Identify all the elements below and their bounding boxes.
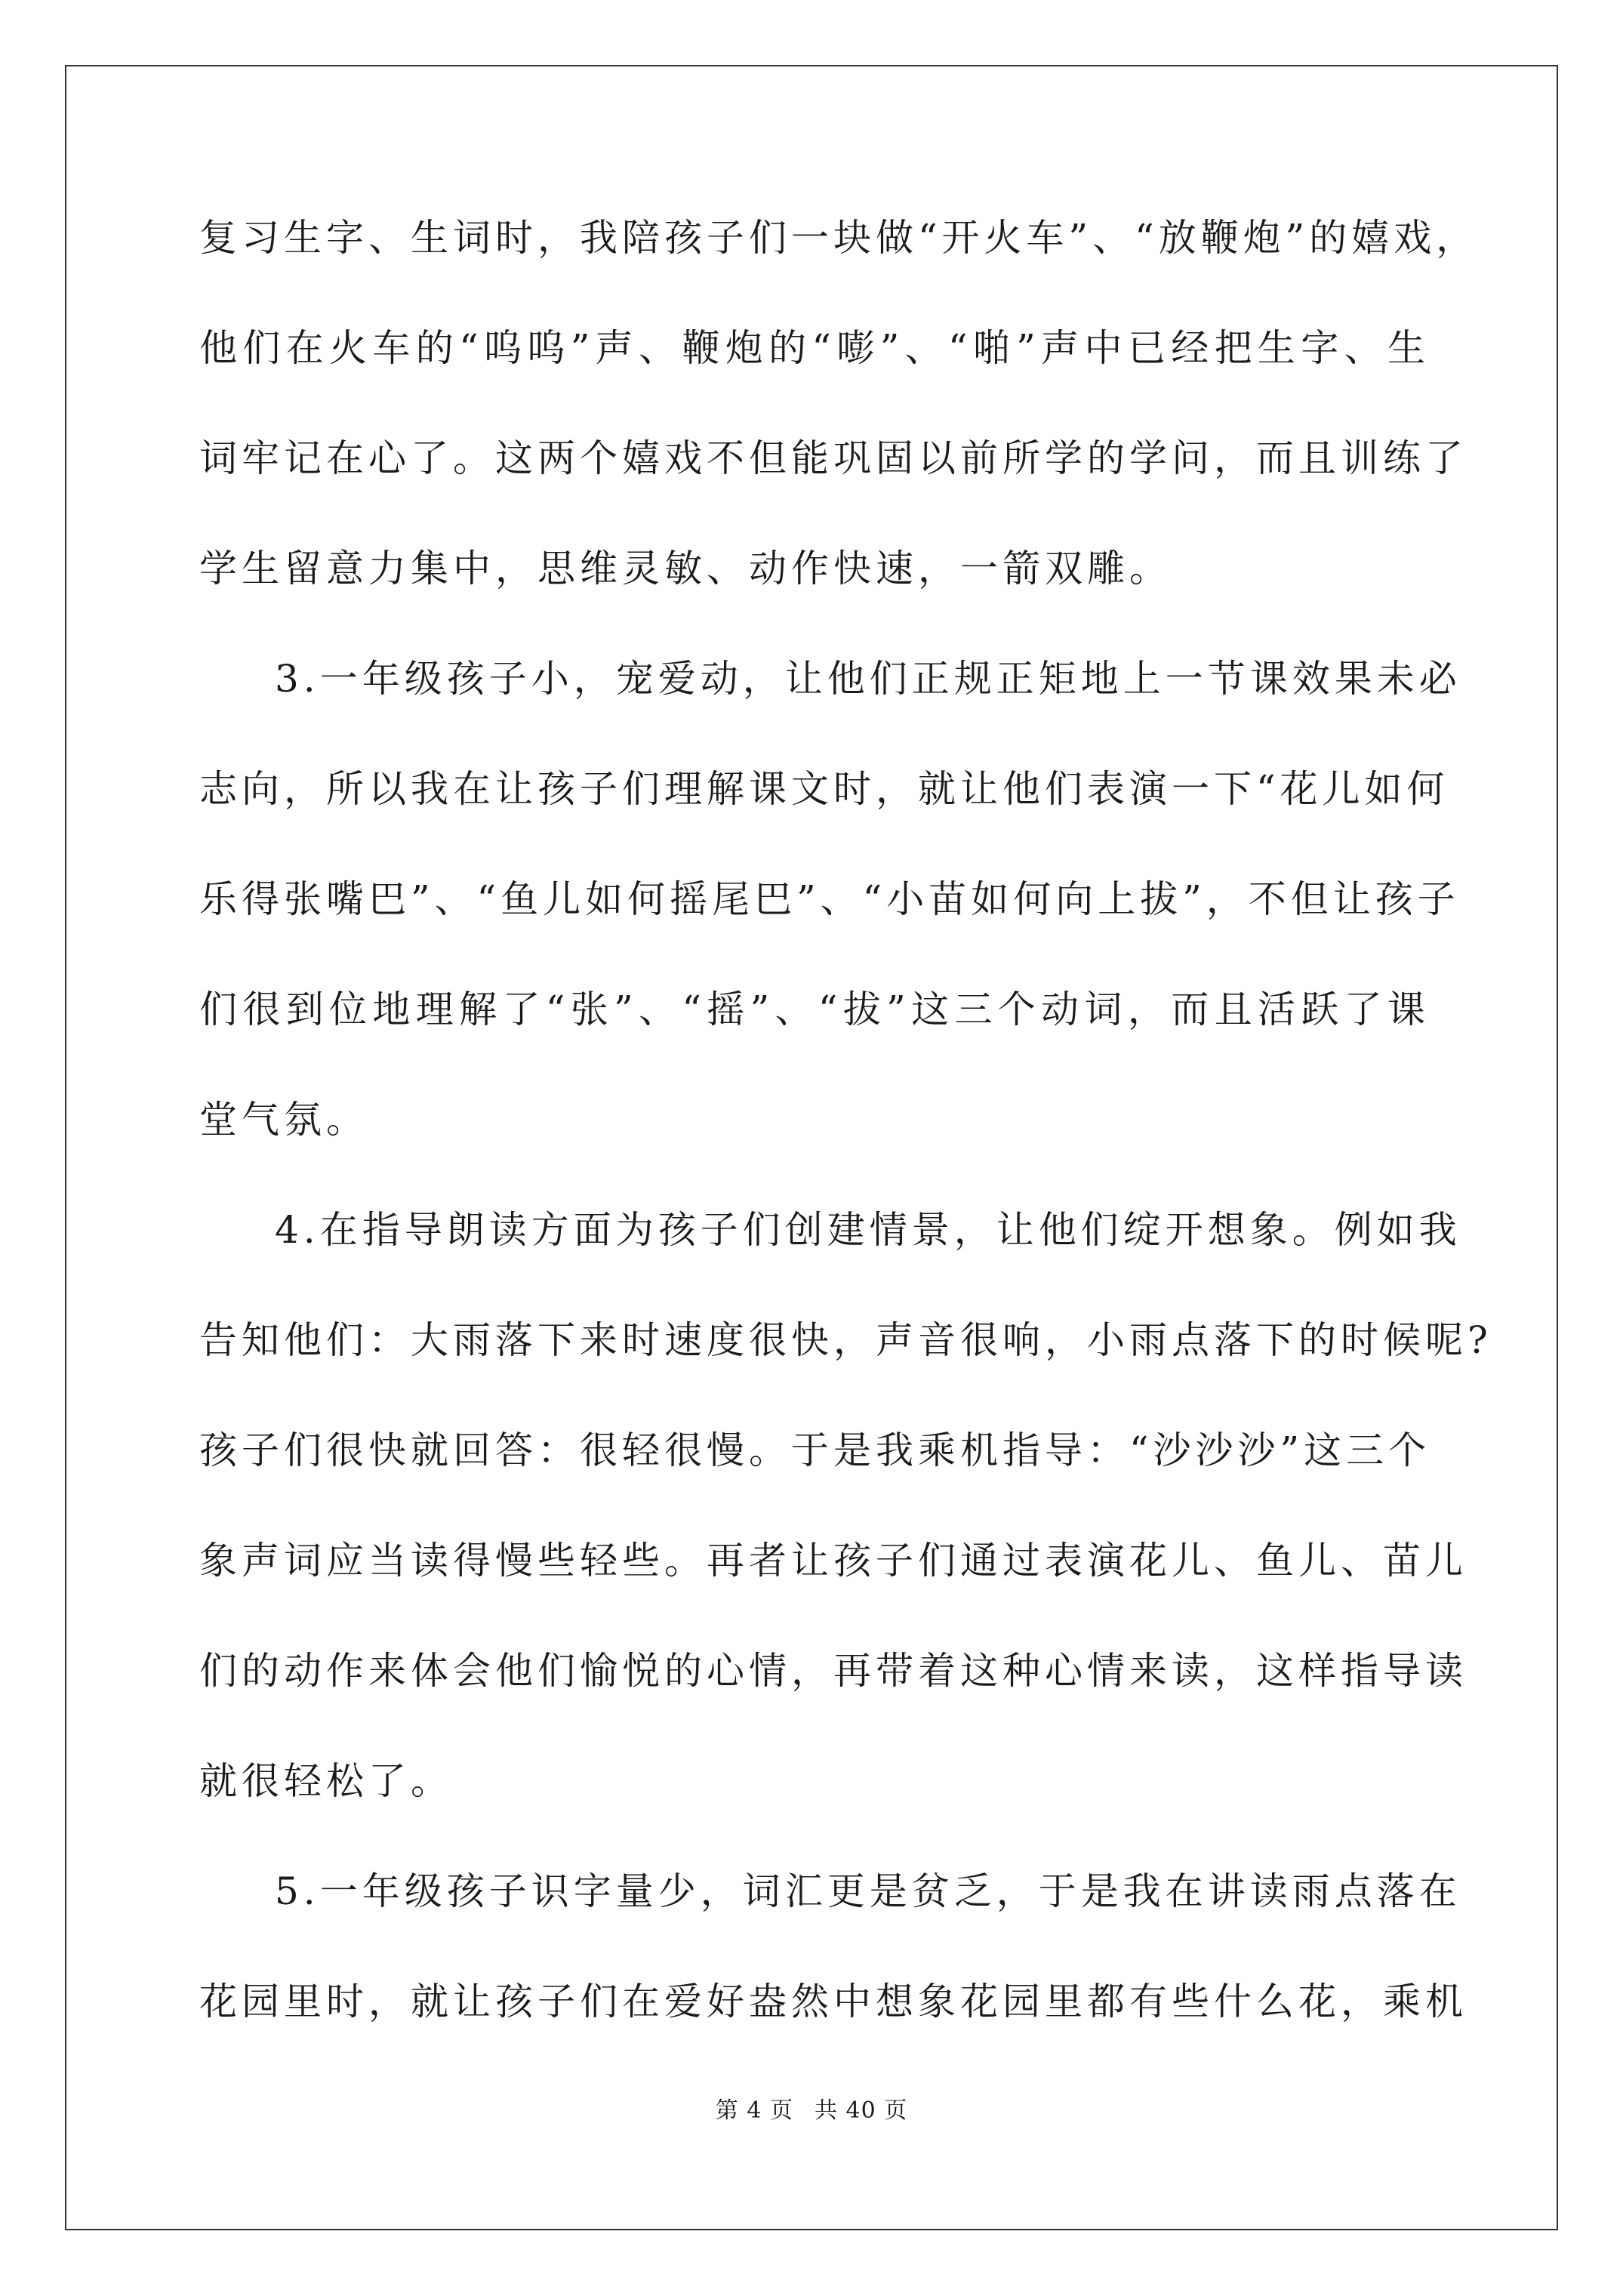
text-line: 复习生字、生词时，我陪孩子们一块做“开火车”、“放鞭炮”的嬉戏， — [199, 216, 1479, 260]
text-line: 5.一年级孩子识字量少，词汇更是贫乏，于是我在讲读雨点落在 — [275, 1869, 1461, 1913]
page-footer — [0, 2091, 1623, 2125]
text-line: 志向，所以我在让孩子们理解课文时，就让他们表演一下“花儿如何 — [199, 767, 1449, 811]
text-line: 他们在火车的“呜呜”声、鞭炮的“嘭”、“啪”声中已经把生字、生 — [199, 326, 1430, 370]
text-line: 花园里时，就让孩子们在爱好盎然中想象花园里都有些什么花，乘机 — [199, 1980, 1467, 2023]
page-total: 共 40 页 — [814, 2097, 908, 2124]
document-body — [199, 204, 1492, 2078]
text-line: 词牢记在心了。这两个嬉戏不但能巩固以前所学的学问，而且训练了 — [199, 436, 1467, 480]
text-line: 就很轻松了。 — [199, 1759, 453, 1803]
page-number: 第 4 页 — [715, 2097, 793, 2124]
text-line: 乐得张嘴巴”、“鱼儿如何摇尾巴”、“小苗如何向上拔”，不但让孩子 — [199, 877, 1460, 921]
text-line: 孩子们很快就回答：很轻很慢。于是我乘机指导：“沙沙沙”这三个 — [199, 1428, 1431, 1472]
text-line: 学生留意力集中，思维灵敏、动作快速，一箭双雕。 — [199, 547, 1172, 590]
text-line: 象声词应当读得慢些轻些。再者让孩子们通过表演花儿、鱼儿、苗儿 — [199, 1539, 1467, 1583]
text-line: 堂气氛。 — [199, 1098, 368, 1142]
text-line: 们很到位地理解了“张”、“摇”、“拔”这三个动词，而且活跃了课 — [199, 988, 1430, 1031]
text-line: 4.在指导朗读方面为孩子们创建情景，让他们绽开想象。例如我 — [275, 1208, 1461, 1252]
text-line: 3.一年级孩子小，宠爱动，让他们正规正矩地上一节课效果未必 — [275, 657, 1461, 701]
text-line: 们的动作来体会他们愉悦的心情，再带着这种心情来读，这样指导读 — [199, 1649, 1467, 1693]
text-line: 告知他们：大雨落下来时速度很快，声音很响，小雨点落下的时候呢? — [199, 1318, 1492, 1362]
